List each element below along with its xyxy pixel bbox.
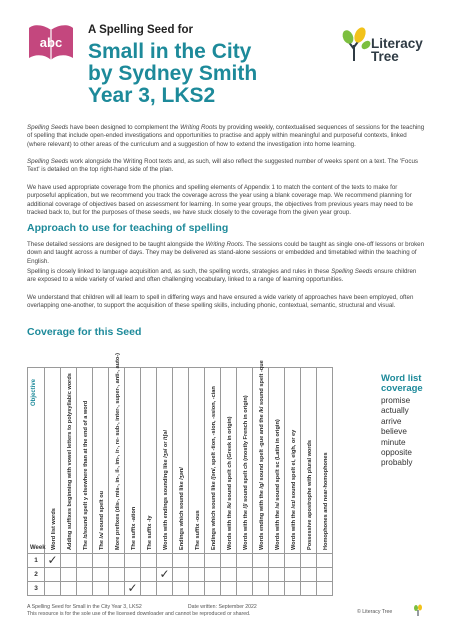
objective-header-cell	[109, 352, 125, 554]
coverage-cell	[253, 568, 269, 582]
objective-header-cell	[45, 368, 61, 554]
title-line-1: Small in the City	[88, 40, 252, 63]
coverage-cell	[125, 568, 141, 582]
coverage-cell	[317, 568, 333, 582]
coverage-cell	[221, 582, 237, 596]
week-row	[28, 554, 333, 568]
coverage-table	[27, 352, 333, 596]
objective-label-text: Words with endings sounding like /ʒə/ or /tʃə/	[162, 429, 169, 550]
coverage-cell	[269, 582, 285, 596]
intro-paragraph-1: Spelling Seeds have been designed to complement the Writing Roots by providing weekly, contextualised sequences of sessions for the teaching of spelling that include open-ended investigations and opportunities to practise and apply within meaningful and purposeful contexts, linked (where relevant) to other areas of the curriculum and a suggestion of how to extend the investigation into home learning.	[27, 124, 425, 148]
coverage-cell	[285, 554, 301, 568]
intro-paragraph-3: We have used appropriate coverage from the phonics and spelling elements of Appendix 1 to match the content of the texts to make for purposeful application, but we recommend you track the coverage across the year using a blank coverage map. We recommend planning for additional coverage of objectives based on assessment for learning. In some year groups, the objectives from previous years may need to be tracked back to, but for the purposes of these seeds, we have stuck closely to the coverage from the given year group.	[27, 184, 413, 217]
coverage-cell	[77, 582, 93, 596]
coverage-cell	[109, 554, 125, 568]
page-title	[88, 41, 257, 107]
objective-label-text: Endings which sound like /ʒən/	[178, 467, 185, 550]
title-line-3: Year 3, LKS2	[88, 84, 216, 107]
coverage-cell	[61, 568, 77, 582]
coverage-heading: Coverage for this Seed	[27, 326, 142, 338]
coverage-cell	[93, 568, 109, 582]
coverage-cell	[109, 568, 125, 582]
objective-label-text: Words with the /k/ sound spelt ch (Greek in origin)	[226, 416, 233, 550]
intro-paragraph-2: Spelling Seeds work alongside the Writing Root texts and, as such, will also reflect the suggested number of weeks spent on a text. The 'Focus Text' is detailed on the top right-hand side of the plan.	[27, 158, 418, 174]
objective-label-text: Words ending with the /g/ sound spelt -gue and the /k/ sound spelt -que	[258, 360, 265, 550]
coverage-cell	[173, 554, 189, 568]
objective-header-cell	[157, 368, 173, 554]
coverage-cell	[77, 568, 93, 582]
objective-label-text: Words with the /s/ sound spelt sc (Latin in origin)	[274, 419, 281, 550]
objective-header-cell	[205, 368, 221, 554]
literacy-tree-wordmark	[371, 37, 423, 63]
coverage-cell	[285, 582, 301, 596]
approach-paragraph-2: Spelling is closely linked to language acquisition and, as such, the spelling words, strategies and rules in these Spelling Seeds ensure children are exposed to a wide variety of varied and often challenging vocabulary, linked to a range of learning opportunities.	[27, 268, 417, 284]
objective-header-cell	[189, 368, 205, 554]
brand-line-1: Literacy	[371, 36, 423, 51]
coverage-check-mark: ✓	[125, 582, 141, 596]
coverage-cell	[93, 554, 109, 568]
word-list-item: arrive	[381, 416, 402, 426]
objective-week-label-cell	[28, 368, 45, 554]
coverage-cell	[141, 568, 157, 582]
objective-header-cell	[93, 368, 109, 554]
coverage-check-mark: ✓	[157, 568, 173, 582]
objective-label-text: Words with the /eɪ/ sound spelt ei, eigh, or ey	[290, 429, 297, 550]
objective-label-text: Endings which sound like /ʃən/, spelt -tion, -sion, -ssion, -cian	[210, 386, 217, 550]
coverage-cell	[77, 554, 93, 568]
objective-header-cell	[173, 368, 189, 554]
week-number: 3	[28, 582, 45, 596]
word-list-item: opposite	[381, 448, 412, 458]
objective-header-cell	[61, 368, 77, 554]
word-list-item: believe	[381, 427, 407, 437]
coverage-cell	[45, 568, 61, 582]
coverage-cell	[189, 568, 205, 582]
objective-header-cell	[317, 368, 333, 554]
approach-heading: Approach to use for teaching of spelling	[27, 222, 229, 234]
footer-line-2: This resource is for the sole use of the licensed downloader and cannot be reproduced or shared.	[27, 611, 251, 617]
coverage-cell	[205, 554, 221, 568]
coverage-cell	[237, 554, 253, 568]
objective-header-cell	[253, 360, 269, 554]
coverage-check-mark: ✓	[45, 554, 61, 568]
objective-header-cell	[301, 368, 317, 554]
coverage-cell	[301, 582, 317, 596]
coverage-cell	[61, 582, 77, 596]
brand-line-2: Tree	[371, 49, 399, 64]
objective-label-text: Possessive apostrophe with plural words	[306, 439, 313, 550]
approach-paragraph-1: These detailed sessions are designed to be taught alongside the Writing Roots. The sessions could be taught as single one-off lessons or broken down and taught across a number of days. They may be delivered as stand-alone sessions or embedded and timetabled within the teaching of English.	[27, 241, 425, 265]
coverage-cell	[269, 568, 285, 582]
coverage-cell	[237, 582, 253, 596]
coverage-header-row	[28, 368, 333, 554]
objective-header-cell	[125, 368, 141, 554]
coverage-cell	[141, 582, 157, 596]
objective-label-text: The suffix -ly	[146, 515, 153, 550]
logo-abc-text: abc	[39, 35, 63, 50]
objective-label-text: The /ɪ/sound spelt y elsewhere than at the end of a word	[82, 400, 89, 550]
objective-label-text: Word list words	[50, 508, 57, 550]
coverage-cell	[141, 554, 157, 568]
coverage-cell	[221, 568, 237, 582]
coverage-cell	[189, 554, 205, 568]
coverage-cell	[125, 554, 141, 568]
objective-label-text: The suffix -ous	[194, 510, 201, 550]
word-list-title	[381, 374, 423, 394]
word-list-title-line-1: Word list	[381, 373, 422, 384]
coverage-cell	[173, 582, 189, 596]
kicker: A Spelling Seed for	[88, 24, 194, 36]
coverage-cell	[237, 568, 253, 582]
coverage-cell	[45, 582, 61, 596]
word-list-item: promise	[381, 396, 411, 405]
spelling-seed-book-logo	[27, 22, 75, 62]
coverage-cell	[109, 582, 125, 596]
coverage-cell	[173, 568, 189, 582]
objective-label-text: Adding suffixes beginning with vowel letters to polysyllabic words	[66, 373, 73, 550]
coverage-cell	[253, 582, 269, 596]
objective-label-text: The /ʌ/ sound spelt ou	[98, 490, 105, 550]
week-row	[28, 582, 333, 596]
objective-header-cell	[77, 368, 93, 554]
week-number: 1	[28, 554, 45, 568]
footer	[27, 604, 257, 618]
objective-header-cell	[237, 368, 253, 554]
coverage-cell	[301, 568, 317, 582]
coverage-cell	[157, 554, 173, 568]
approach-paragraph-3: We understand that children will all learn to spell in differing ways and have ensured a wide variety of approaches have been employed, often overlapping one-another, to support the acquisition of these spelling skills, including phonic, contextual, semantic, structural and visual.	[27, 294, 414, 310]
objective-label-text: Words with the /ʃ/ sound spelt ch (mostly French in origin)	[242, 395, 249, 550]
literacy-tree-small-icon	[412, 604, 424, 616]
objective-header-cell	[269, 368, 285, 554]
objective-header-cell	[221, 368, 237, 554]
coverage-cell	[221, 554, 237, 568]
coverage-cell	[285, 568, 301, 582]
coverage-cell	[157, 582, 173, 596]
coverage-cell	[205, 568, 221, 582]
week-label: Week	[30, 545, 46, 551]
objective-label-text: Homophones and near-homophones	[322, 452, 329, 550]
objective-label-text: The suffix -ation	[130, 506, 137, 550]
coverage-cell	[269, 554, 285, 568]
coverage-cell	[93, 582, 109, 596]
coverage-cell	[301, 554, 317, 568]
word-list-item: probably	[381, 458, 413, 468]
week-number: 2	[28, 568, 45, 582]
objective-header-cell	[141, 368, 157, 554]
coverage-cell	[61, 554, 77, 568]
coverage-cell	[189, 582, 205, 596]
footer-copyright: © Literacy Tree	[357, 609, 393, 615]
word-list-title-line-2: coverage	[381, 383, 423, 394]
objective-label: Objective	[31, 378, 37, 406]
word-list-item: minute	[381, 437, 406, 447]
title-line-2: by Sydney Smith	[88, 62, 258, 85]
footer-line-1: A Spelling Seed for Small in the City Year 3, LKS2 Date written: September 2022	[27, 604, 257, 610]
coverage-cell	[253, 554, 269, 568]
word-list	[381, 396, 412, 469]
coverage-table-wrap	[27, 352, 366, 595]
objective-header-cell	[285, 368, 301, 554]
objective-label-text: More prefixes (dis-, mis-, in-, il-, im-, ir-, re- sub-, inter-, super-, anti-, auto-)	[114, 352, 121, 550]
word-list-item: actually	[381, 406, 409, 416]
week-row	[28, 568, 333, 582]
coverage-cell	[317, 554, 333, 568]
coverage-cell	[205, 582, 221, 596]
coverage-cell	[317, 582, 333, 596]
